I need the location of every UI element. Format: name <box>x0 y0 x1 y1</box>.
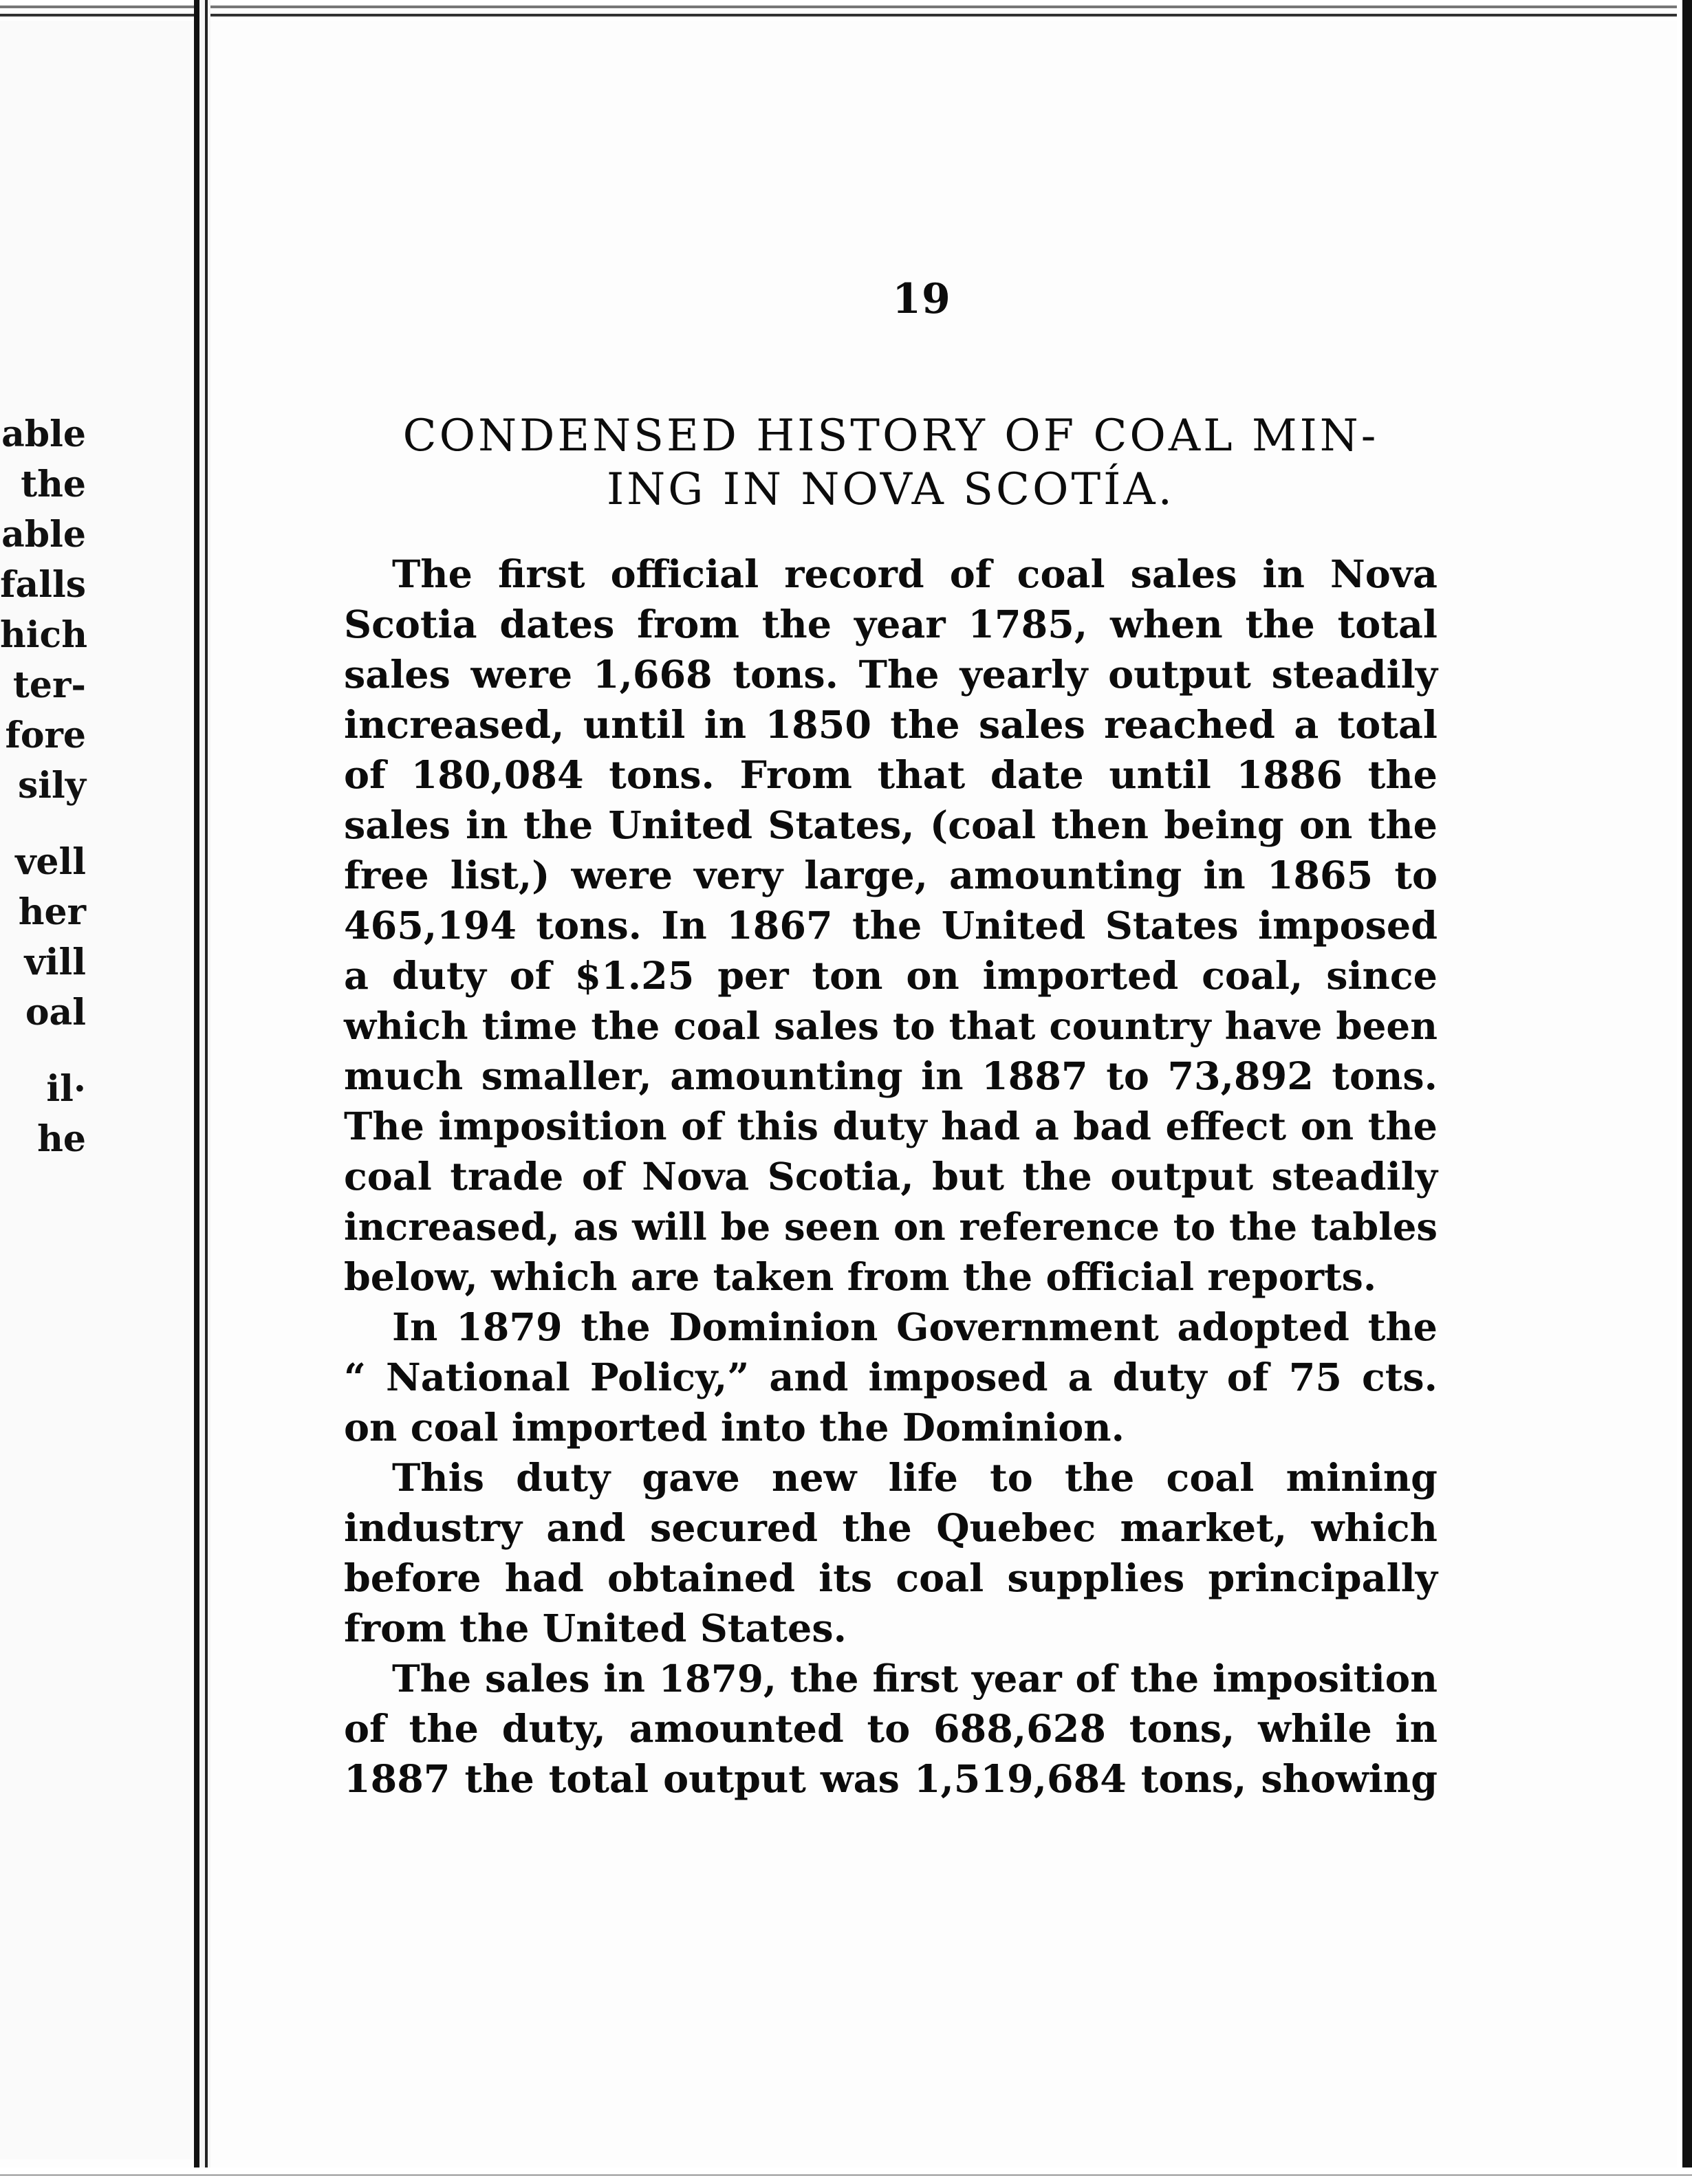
text-line: The first official record of coal sales in Nova <box>392 552 1438 597</box>
page-bottom-edge <box>0 2167 1692 2184</box>
left-fragment: he <box>37 1118 86 1160</box>
text-line: increased, as will be seen on reference to the tables <box>344 1205 1438 1249</box>
text-line: free list,) were very large, amounting in 1865 to <box>344 853 1438 898</box>
book-gutter <box>194 0 210 2184</box>
chapter-title <box>344 409 1438 516</box>
paragraph <box>344 549 1438 1302</box>
left-fragment: the <box>21 463 86 505</box>
text-line: Scotia dates from the year 1785, when the total <box>344 602 1438 647</box>
left-fragment: falls <box>0 564 86 606</box>
page-number: 19 <box>892 275 951 323</box>
text-line: 1887 the total output was 1,519,684 tons, showing <box>344 1757 1438 1802</box>
text-line: before had obtained its coal supplies principally <box>344 1556 1438 1601</box>
text-line: industry and secured the Quebec market, which <box>344 1506 1438 1551</box>
paragraph <box>344 1302 1438 1453</box>
text-line: The imposition of this duty had a bad effect on the <box>344 1104 1438 1149</box>
left-fragment-gap <box>0 1038 86 1064</box>
left-fragment: vell <box>15 841 86 883</box>
left-fragment: her <box>18 891 86 933</box>
left-fragment: fore <box>5 714 86 756</box>
text-line: sales were 1,668 tons. The yearly output steadily <box>344 653 1438 697</box>
title-line: CONDENSED HISTORY OF COAL MIN- <box>402 411 1379 461</box>
left-fragment: ter- <box>12 664 86 706</box>
page-right-edge <box>1677 0 1692 2184</box>
text-line: In 1879 the Dominion Government adopted the <box>392 1305 1438 1350</box>
left-fragment-gap <box>0 811 86 837</box>
text-line: a duty of $1.25 per ton on imported coal, since <box>344 954 1438 998</box>
text-line: 465,194 tons. In 1867 the United States imposed <box>344 904 1438 948</box>
left-page-text-fragments <box>0 409 86 1164</box>
left-fragment: oal <box>25 992 86 1034</box>
main-page <box>344 275 1438 1804</box>
text-line: “ National Policy,” and imposed a duty of 75 cts. <box>344 1355 1438 1400</box>
text-line: increased, until in 1850 the sales reached a total <box>344 703 1438 747</box>
left-fragment: hich <box>0 614 88 656</box>
left-page-sliver <box>0 21 201 2159</box>
left-fragment: vill <box>24 941 86 983</box>
left-fragment: able <box>1 514 86 556</box>
text-line: sales in the United States, (coal then being on the <box>344 803 1438 848</box>
text-line: on coal imported into the Dominion. <box>344 1406 1125 1450</box>
text-line: which time the coal sales to that country have been <box>344 1004 1438 1048</box>
paragraph <box>344 1453 1438 1654</box>
page-top-edge <box>0 0 1692 21</box>
left-fragment: able <box>1 413 86 455</box>
title-line: ING IN NOVA SCOTÍA. <box>607 464 1175 515</box>
text-line: much smaller, amounting in 1887 to 73,892 tons. <box>344 1054 1438 1099</box>
text-line: from the United States. <box>344 1606 847 1651</box>
left-fragment: sily <box>18 765 86 807</box>
text-line: of 180,084 tons. From that date until 1886 the <box>344 753 1438 798</box>
paragraph <box>344 1654 1438 1804</box>
left-fragment: il· <box>46 1068 86 1110</box>
text-line: coal trade of Nova Scotia, but the output steadily <box>344 1155 1438 1199</box>
text-line: The sales in 1879, the first year of the imposition <box>392 1657 1438 1701</box>
text-line: of the duty, amounted to 688,628 tons, while in <box>344 1707 1438 1751</box>
text-line: This duty gave new life to the coal mining <box>392 1456 1438 1500</box>
text-line: below, which are taken from the official reports. <box>344 1255 1377 1300</box>
